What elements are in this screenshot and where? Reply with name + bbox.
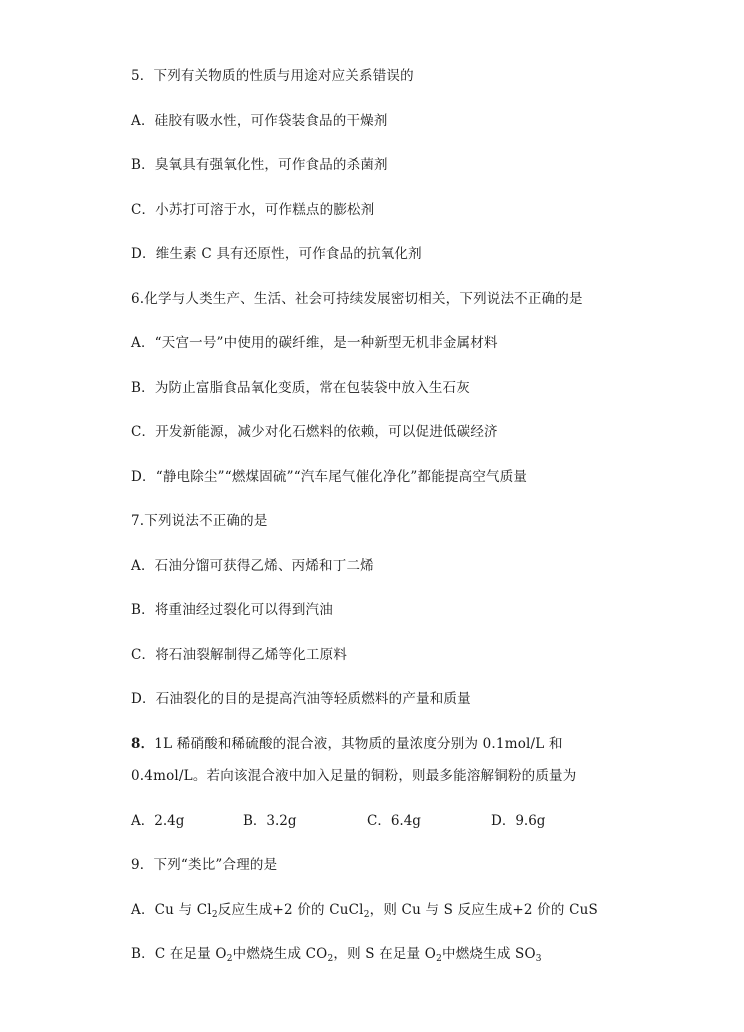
q5-option-d: D．维生素 C 具有还原性，可作食品的抗氧化剂 [131, 246, 422, 262]
q9-option-a: A．Cu 与 $Cl_2$反应生成+2 价的 CuCl$_2$，则 Cu 与 S 反应生成+2 价的 CuS [131, 902, 598, 920]
q5-option-b: B．臭氧具有强氧化性，可作食品的杀菌剂 [131, 157, 388, 173]
q9-option-b: B．C 在足量 $O_2$中燃烧生成 $CO_2$，则 S 在足量 $O_2$中燃烧生成 $SO_3$ [131, 946, 542, 964]
q6-option-c: C．开发新能源，减少对化石燃料的依赖，可以促进低碳经济 [131, 424, 498, 440]
q8-option-a: A．2.4g [131, 813, 185, 829]
q5-stem: 5．下列有关物质的性质与用途对应关系错误的 [131, 68, 414, 84]
q8-option-b: B．3.2g [243, 813, 297, 829]
q7-stem: 7.下列说法不正确的是 [131, 513, 268, 529]
q6-option-d: D．“静电除尘”“燃煤固硫”“汽车尾气催化净化”都能提高空气质量 [131, 469, 528, 485]
q5-option-c: C．小苏打可溶于水，可作糕点的膨松剂 [131, 202, 375, 218]
q6-stem: 6.化学与人类生产、生活、社会可持续发展密切相关，下列说法不正确的是 [131, 291, 583, 307]
q7-option-c: C．将石油裂解制得乙烯等化工原料 [131, 647, 348, 663]
q8-number: 8． [131, 736, 155, 752]
q8-stem-text: 1L 稀硝酸和稀硫酸的混合液，其物质的量浓度分别为 0.1mol/L 和 [154, 736, 563, 752]
q6-option-b: B．为防止富脂食品氧化变质，常在包装袋中放入生石灰 [131, 380, 470, 396]
q8-option-d: D．9.6g [491, 813, 546, 829]
q6-option-a: A．“天宫一号”中使用的碳纤维，是一种新型无机非金属材料 [131, 335, 498, 351]
q7-option-b: B．将重油经过裂化可以得到汽油 [131, 602, 333, 618]
q9-stem: 9．下列“类比”合理的是 [131, 857, 278, 873]
q8-stem-line1 [131, 735, 563, 753]
q8-option-c: C．6.4g [367, 813, 421, 829]
q5-option-a: A．硅胶有吸水性，可作袋装食品的干燥剂 [131, 113, 388, 129]
q7-option-d: D．石油裂化的目的是提高汽油等轻质燃料的产量和质量 [131, 691, 471, 707]
q8-stem-line2: 0.4mol/L。若向该混合液中加入足量的铜粉，则最多能溶解铜粉的质量为 [131, 768, 577, 784]
q7-option-a: A．石油分馏可获得乙烯、丙烯和丁二烯 [131, 558, 374, 574]
